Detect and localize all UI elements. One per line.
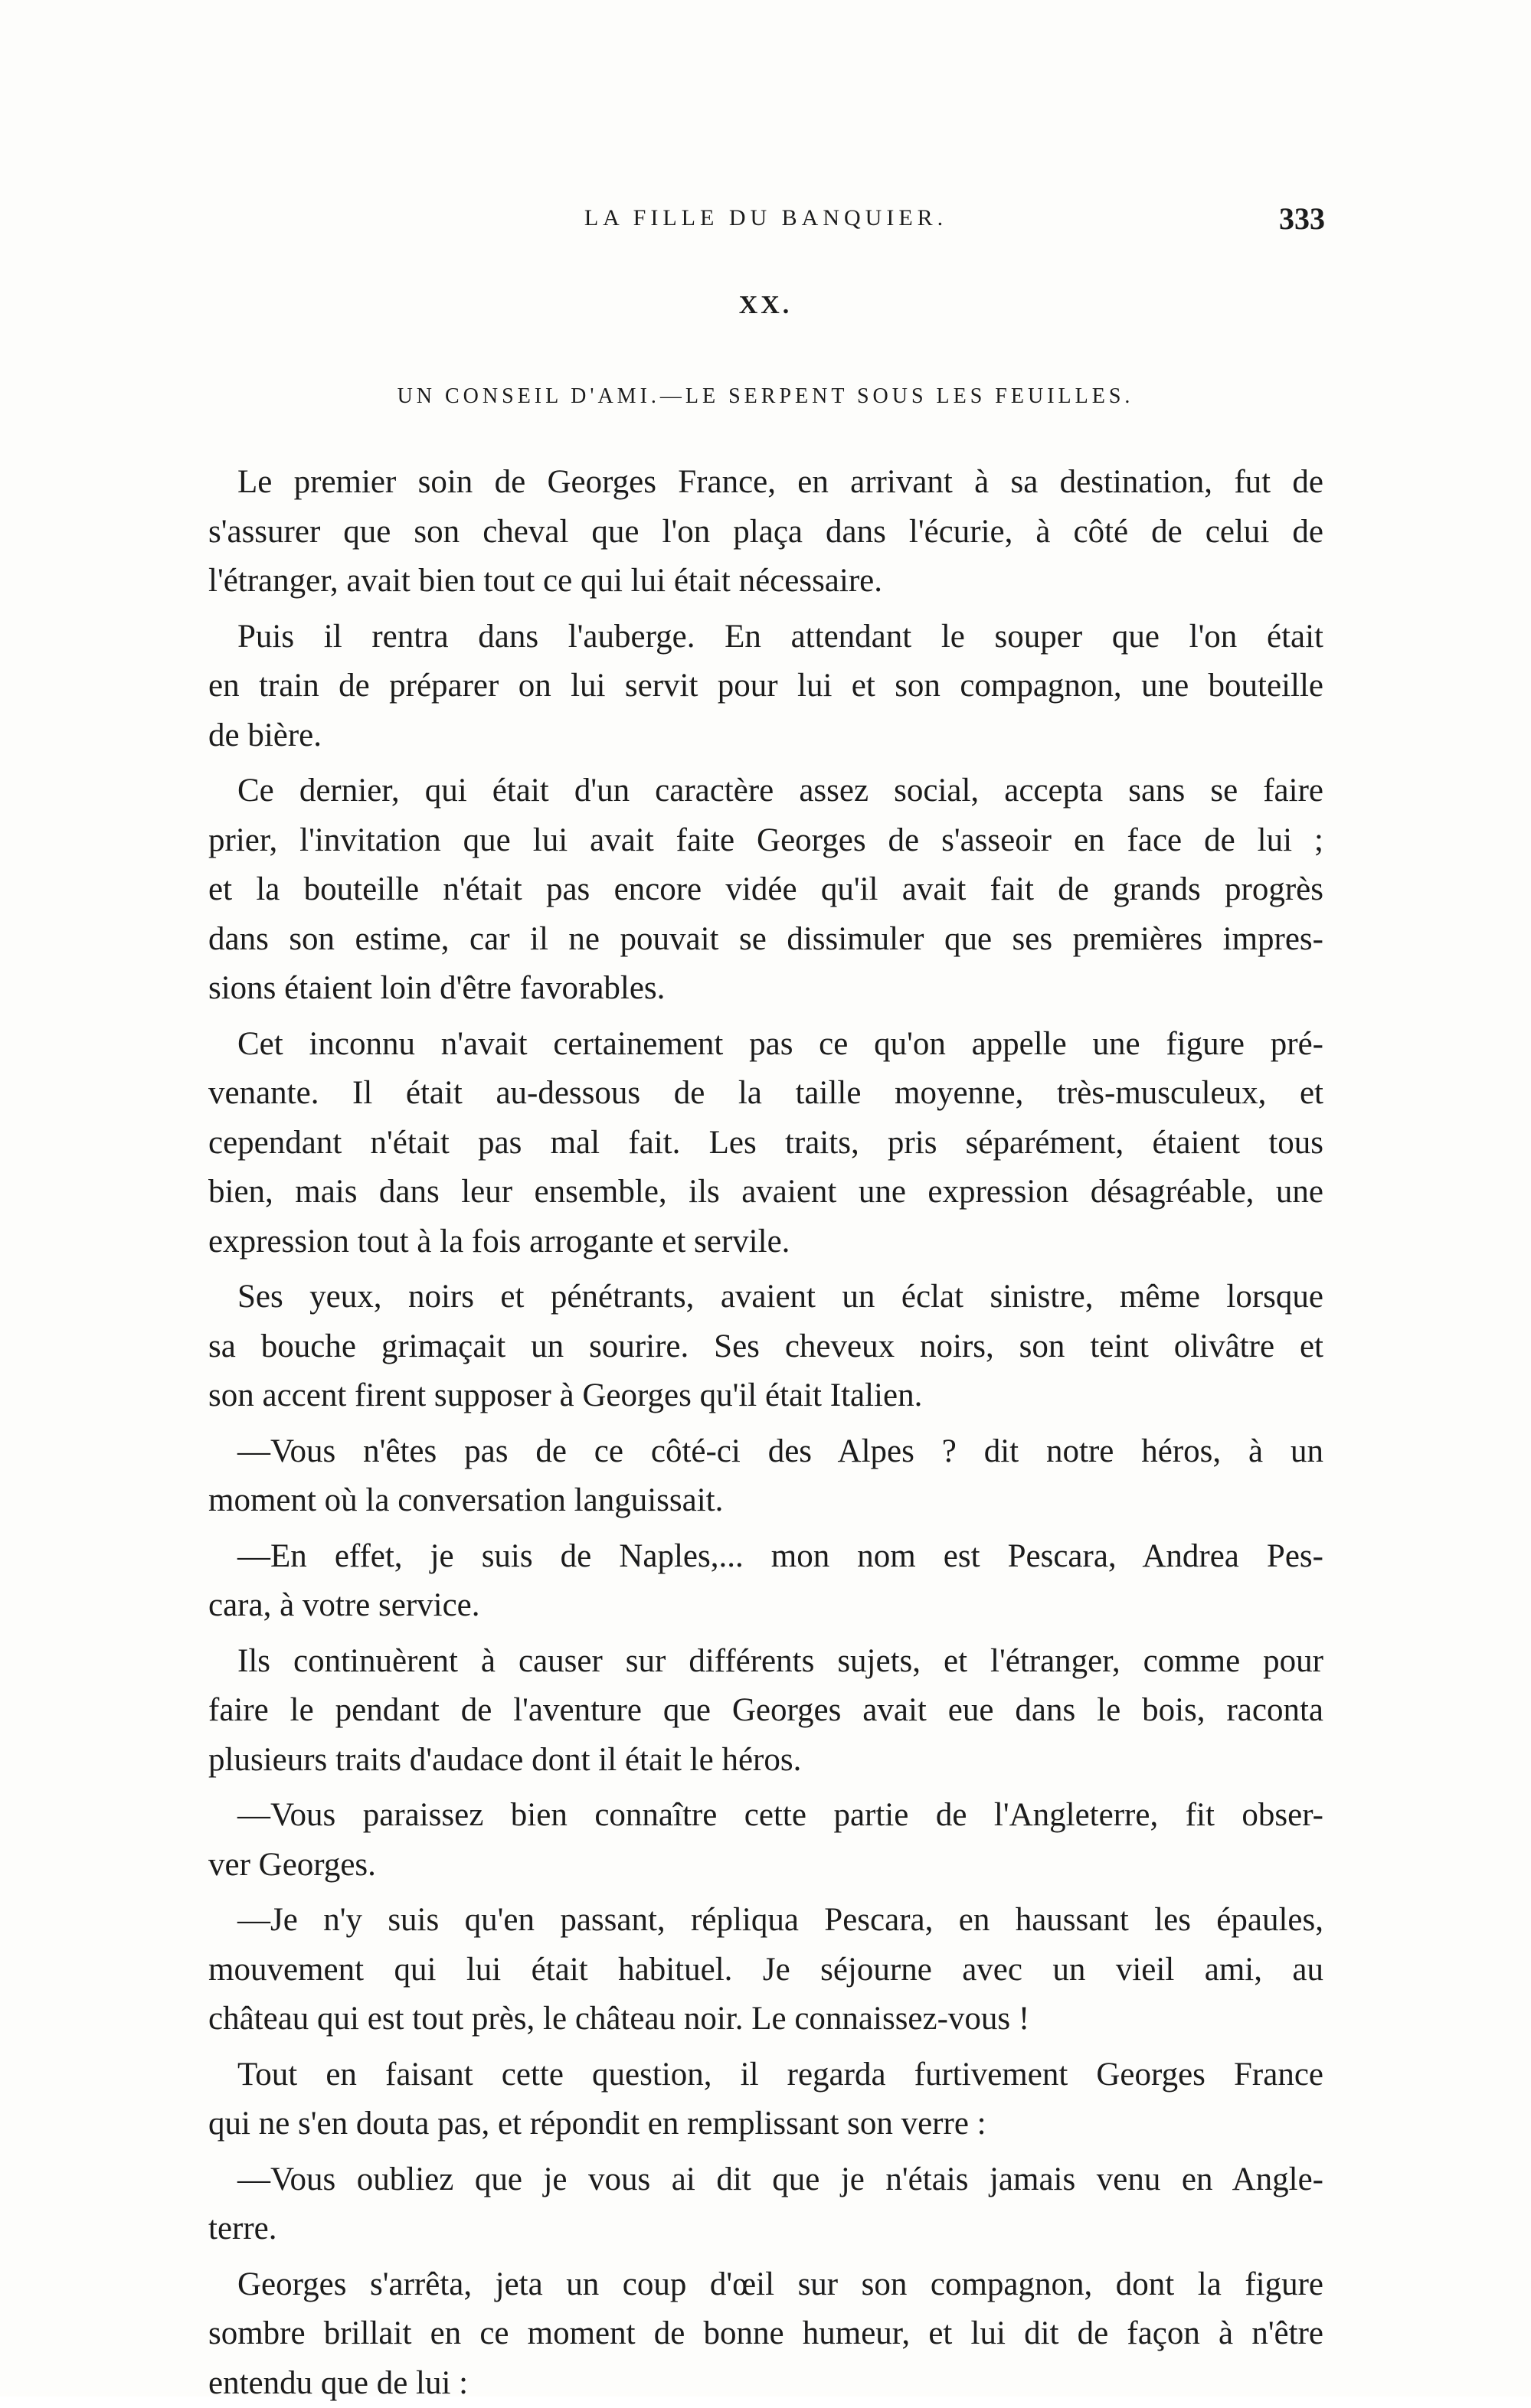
paragraph-gap [208,1785,1323,1791]
paragraph [208,1532,1323,1631]
paragraph-gap [208,2044,1323,2050]
text-line: l'étranger, avait bien tout ce qui lui était nécessaire. [208,557,1323,606]
text-line: —Vous paraissez bien connaître cette partie de l'Angleterre, fit obser- [208,1791,1323,1841]
paragraph [208,2155,1323,2254]
text-line: cependant n'était pas mal fait. Les traits, pris séparément, étaient tous [208,1119,1323,1168]
text-line: mouvement qui lui était habituel. Je séjourne avec un vieil ami, au [208,1946,1323,1995]
paragraph-gap [208,1631,1323,1637]
text-line: cara, à votre service. [208,1581,1323,1631]
text-line: de bière. [208,711,1323,761]
paragraph-gap [208,1890,1323,1896]
text-line: bien, mais dans leur ensemble, ils avaient une expression désagréable, une [208,1168,1323,1217]
text-line: venante. Il était au-dessous de la taille moyenne, très-musculeux, et [208,1069,1323,1119]
text-line: expression tout à la fois arrogante et servile. [208,1217,1323,1267]
chapter-title: UN CONSEIL D'AMI.—LE SERPENT SOUS LES FEUILLES. [0,384,1531,409]
chapter-number: XX. [0,291,1531,320]
text-line: s'assurer que son cheval que l'on plaça dans l'écurie, à côté de celui de [208,508,1323,557]
text-line: sombre brillait en ce moment de bonne humeur, et lui dit de façon à n'être [208,2309,1323,2359]
text-line: —Je n'y suis qu'en passant, répliqua Pescara, en haussant les épaules, [208,1896,1323,1946]
text-line: ver Georges. [208,1841,1323,1890]
text-line: Le premier soin de Georges France, en arrivant à sa destination, fut de [208,458,1323,508]
text-line: sions étaient loin d'être favorables. [208,964,1323,1014]
paragraph [208,766,1323,1014]
text-line: en train de préparer on lui servit pour lui et son compagnon, une bouteille [208,662,1323,711]
paragraph [208,2260,1323,2408]
paragraph [208,458,1323,606]
paragraph-gap [208,760,1323,766]
text-line: moment où la conversation languissait. [208,1476,1323,1526]
text-line: Puis il rentra dans l'auberge. En attendant le souper que l'on était [208,613,1323,662]
paragraph [208,1896,1323,2044]
text-line: terre. [208,2204,1323,2254]
paragraph [208,1637,1323,1786]
paragraph [208,1273,1323,1421]
page-number: 333 [1279,201,1325,237]
text-line: prier, l'invitation que lui avait faite Georges de s'asseoir en face de lui ; [208,816,1323,866]
text-line: et la bouteille n'était pas encore vidée qu'il avait fait de grands progrès [208,865,1323,915]
text-line: sa bouche grimaçait un sourire. Ses cheveux noirs, son teint olivâtre et [208,1322,1323,1372]
paragraph [208,2050,1323,2149]
paragraph [208,613,1323,761]
running-title: LA FILLE DU BANQUIER. [207,205,1325,231]
paragraph-gap [208,1526,1323,1532]
text-line: —En effet, je suis de Naples,... mon nom est Pescara, Andrea Pes- [208,1532,1323,1582]
paragraph-gap [208,2149,1323,2155]
text-line: Ils continuèrent à causer sur différents sujets, et l'étranger, comme pour [208,1637,1323,1687]
text-line: dans son estime, car il ne pouvait se dissimuler que ses premières impres- [208,915,1323,965]
text-line: plusieurs traits d'audace dont il était le héros. [208,1736,1323,1786]
text-line: Cet inconnu n'avait certainement pas ce qu'on appelle une figure pré- [208,1020,1323,1070]
text-line: son accent firent supposer à Georges qu'il était Italien. [208,1371,1323,1421]
text-line: Tout en faisant cette question, il regarda furtivement Georges France [208,2050,1323,2100]
text-line: —Vous oubliez que je vous ai dit que je n'étais jamais venu en Angle- [208,2155,1323,2205]
text-line: Ses yeux, noirs et pénétrants, avaient un éclat sinistre, même lorsque [208,1273,1323,1322]
paragraph [208,1427,1323,1526]
paragraph-gap [208,606,1323,613]
text-line: entendu que de lui : [208,2359,1323,2408]
paragraph-gap [208,1014,1323,1020]
body-text [208,458,1323,2408]
running-head [207,201,1325,239]
text-line: —Vous n'êtes pas de ce côté-ci des Alpes ? dit notre héros, à un [208,1427,1323,1477]
text-line: château qui est tout près, le château noir. Le connaissez-vous ! [208,1995,1323,2044]
text-line: faire le pendant de l'aventure que Georges avait eue dans le bois, raconta [208,1686,1323,1736]
text-line: Ce dernier, qui était d'un caractère assez social, accepta sans se faire [208,766,1323,816]
paragraph [208,1791,1323,1890]
paragraph [208,1020,1323,1267]
paragraph-gap [208,1421,1323,1427]
text-line: qui ne s'en douta pas, et répondit en remplissant son verre : [208,2099,1323,2149]
paragraph-gap [208,1266,1323,1273]
text-line: Georges s'arrêta, jeta un coup d'œil sur son compagnon, dont la figure [208,2260,1323,2310]
paragraph-gap [208,2254,1323,2260]
